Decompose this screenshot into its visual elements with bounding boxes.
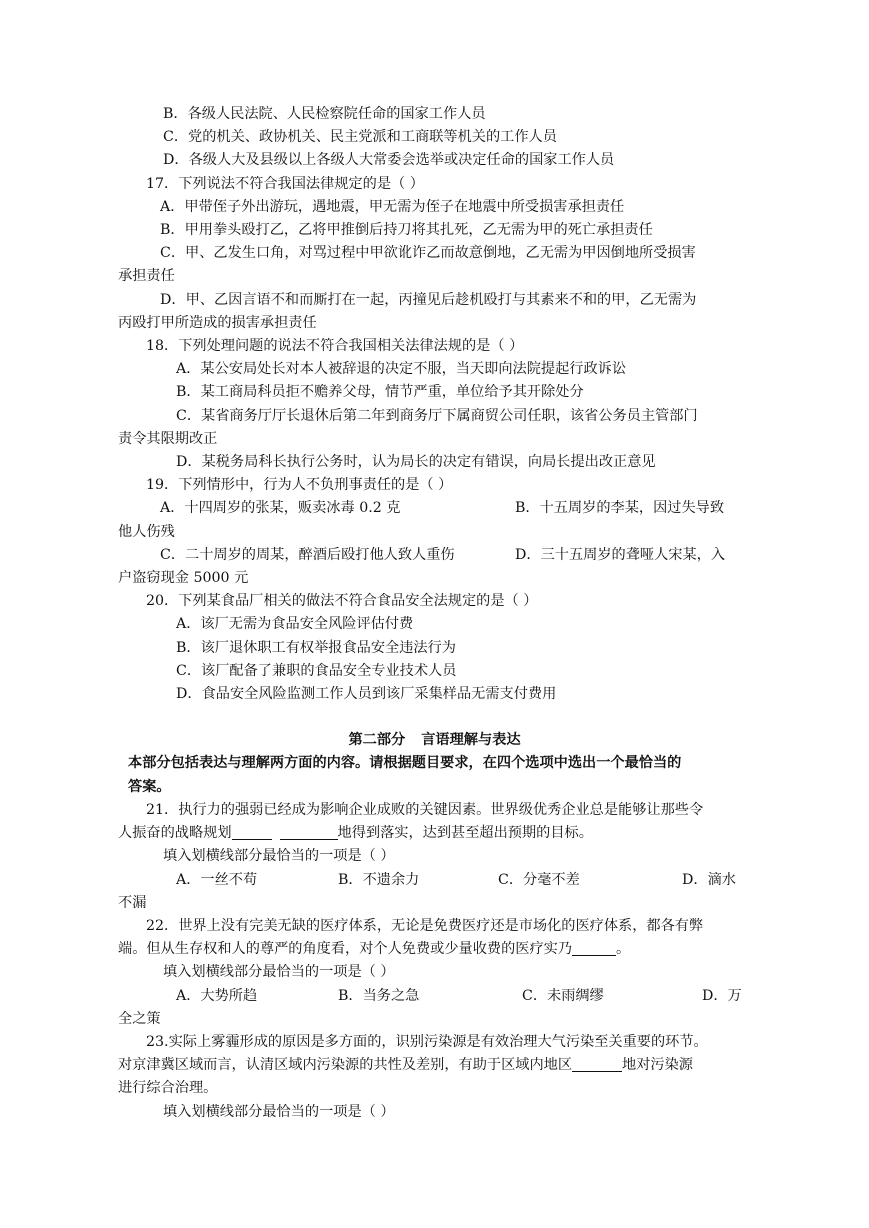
q22-option-a: A．大势所趋 (176, 987, 258, 1004)
q23-stem-line3: 进行综合治理。 (118, 1080, 218, 1097)
q18-option-d: D．某税务局科长执行公务时，认为局长的决定有错误，向局长提出改正意见 (176, 454, 656, 471)
q20-stem: 20．下列某食品厂相关的做法不符合食品安全法规定的是（ ） (146, 593, 538, 610)
q21-stem-line2-b: 地得到落实，达到甚至超出预期的目标。 (337, 825, 593, 842)
q20-option-d: D．食品安全风险监测工作人员到该厂采集样品无需支付费用 (176, 686, 557, 703)
q17-option-d-line1: D．甲、乙因言语不和而厮打在一起，丙撞见后趁机殴打与其素来不和的甲，乙无需为 (160, 291, 697, 308)
q23-prompt: 填入划横线部分最恰当的一项是（ ） (163, 1103, 395, 1120)
q17-option-b: B．甲用拳头殴打乙，乙将甲推倒后持刀将其扎死，乙无需为甲的死亡承担责任 (160, 222, 653, 239)
q19-stem: 19．下列情形中，行为人不负刑事责任的是（ ） (146, 477, 453, 494)
q21-options-row (118, 869, 751, 892)
q23-blank (572, 1055, 622, 1072)
q23-stem-line1: 23.实际上雾霾形成的原因是多方面的，识别污染源是有效治理大气污染至关重要的环节。 (146, 1033, 708, 1050)
q17-option-c-line1: C．甲、乙发生口角，对骂过程中甲欲讹诈乙而故意倒地，乙无需为甲因倒地所受损害 (160, 245, 696, 262)
q20-option-a: A．该厂无需为食品安全风险评估付费 (176, 616, 414, 633)
part2-intro-line1: 本部分包括表达与理解两方面的内容。请根据题目要求，在四个选项中选出一个最恰当的 (128, 755, 682, 772)
q21-stem-line2 (118, 822, 751, 845)
q22-option-b: B．当务之急 (338, 987, 420, 1004)
q21-option-d-line2: 不漏 (118, 894, 147, 911)
q21-blank-2 (280, 823, 338, 840)
q16-option-c: C．党的机关、政协机关、民主党派和工商联等机关的工作人员 (163, 129, 557, 146)
q18-option-a: A．某公安局处长对本人被辞退的决定不服，当天即向法院提起行政诉讼 (176, 361, 627, 378)
q22-blank (572, 939, 616, 956)
q19-options-row1 (118, 497, 751, 520)
q19-options-row2 (118, 544, 751, 567)
q20-option-c: C．该厂配备了兼职的食品安全专业技术人员 (176, 662, 457, 679)
part2-title-name: 言语理解与表达 (421, 732, 521, 749)
q19-option-d-line2: 户盗窃现金 5000 元 (118, 570, 249, 587)
q18-option-c-line2: 责令其限期改正 (118, 430, 218, 447)
q21-stem-line1: 21．执行力的强弱已经成为影响企业成败的关键因素。世界级优秀企业总是能够让那些令 (146, 801, 704, 818)
q16-option-d: D．各级人大及县级以上各级人大常委会选举或决定任命的国家工作人员 (163, 152, 615, 169)
q19-option-c: C．二十周岁的周某，醉酒后殴打他人致人重伤 (160, 546, 455, 563)
q17-option-a: A．甲带侄子外出游玩，遇地震，甲无需为侄子在地震中所受损害承担责任 (160, 198, 625, 215)
q21-stem-line2-a: 人振奋的战略规划 (118, 825, 232, 842)
q19-option-b-line2: 他人伤残 (118, 523, 175, 540)
q23-stem-line2-a: 对京津冀区域而言，认清区域内污染源的共性及差别，有助于区域内地区 (118, 1057, 573, 1074)
q22-stem-line2 (118, 938, 751, 961)
q22-stem-line2-b: 。 (616, 941, 631, 958)
q16-option-b: B．各级人民法院、人民检察院任命的国家工作人员 (163, 106, 486, 122)
q18-option-c-line1: C．某省商务厅厅长退休后第二年到商务厅下属商贸公司任职，该省公务员主管部门 (176, 407, 698, 424)
q23-stem-line2 (118, 1054, 751, 1077)
part2-title-part: 第二部分 (348, 732, 406, 749)
q22-option-c: C．未雨绸缪 (522, 987, 604, 1004)
q22-option-d-line2: 全之策 (118, 1010, 161, 1027)
q22-options-row (118, 985, 751, 1008)
part2-intro-line2: 答案。 (128, 778, 171, 795)
q18-option-b: B．某工商局科员拒不赡养父母，情节严重，单位给予其开除处分 (176, 384, 584, 401)
q22-option-d-line1: D．万 (702, 987, 742, 1004)
q22-stem-line2-a: 端。但从生存权和人的尊严的角度看，对个人免费或少量收费的医疗实乃 (118, 941, 573, 958)
q21-option-c: C．分毫不差 (498, 871, 580, 888)
q21-option-b: B．不遗余力 (338, 871, 420, 888)
q22-prompt: 填入划横线部分最恰当的一项是（ ） (163, 964, 395, 981)
q21-blank-1 (232, 823, 272, 840)
q19-option-a: A．十四周岁的张某，贩卖冰毒 0.2 克 (160, 500, 401, 517)
q18-stem: 18．下列处理问题的说法不符合我国相关法律法规的是（ ） (146, 338, 524, 355)
q17-option-c-line2: 承担责任 (118, 268, 175, 285)
part2-title (118, 729, 751, 752)
q20-option-b: B．该厂退休职工有权举报食品安全违法行为 (176, 639, 456, 656)
q23-stem-line2-b: 地对污染源 (622, 1057, 693, 1074)
q19-option-b-line1: B．十五周岁的李某，因过失导致 (515, 500, 725, 517)
q19-option-d-line1: D．三十五周岁的聋哑人宋某，入 (515, 546, 726, 563)
q17-option-d-line2: 丙殴打甲所造成的损害承担责任 (118, 314, 317, 331)
q21-option-a: A．一丝不苟 (176, 871, 258, 888)
q22-stem-line1: 22．世界上没有完美无缺的医疗体系，无论是免费医疗还是市场化的医疗体系，都各有弊 (146, 917, 704, 934)
q21-prompt: 填入划横线部分最恰当的一项是（ ） (163, 848, 395, 865)
q21-option-d-line1: D．滴水 (682, 871, 736, 888)
q17-stem: 17．下列说法不符合我国法律规定的是（ ） (146, 175, 424, 192)
